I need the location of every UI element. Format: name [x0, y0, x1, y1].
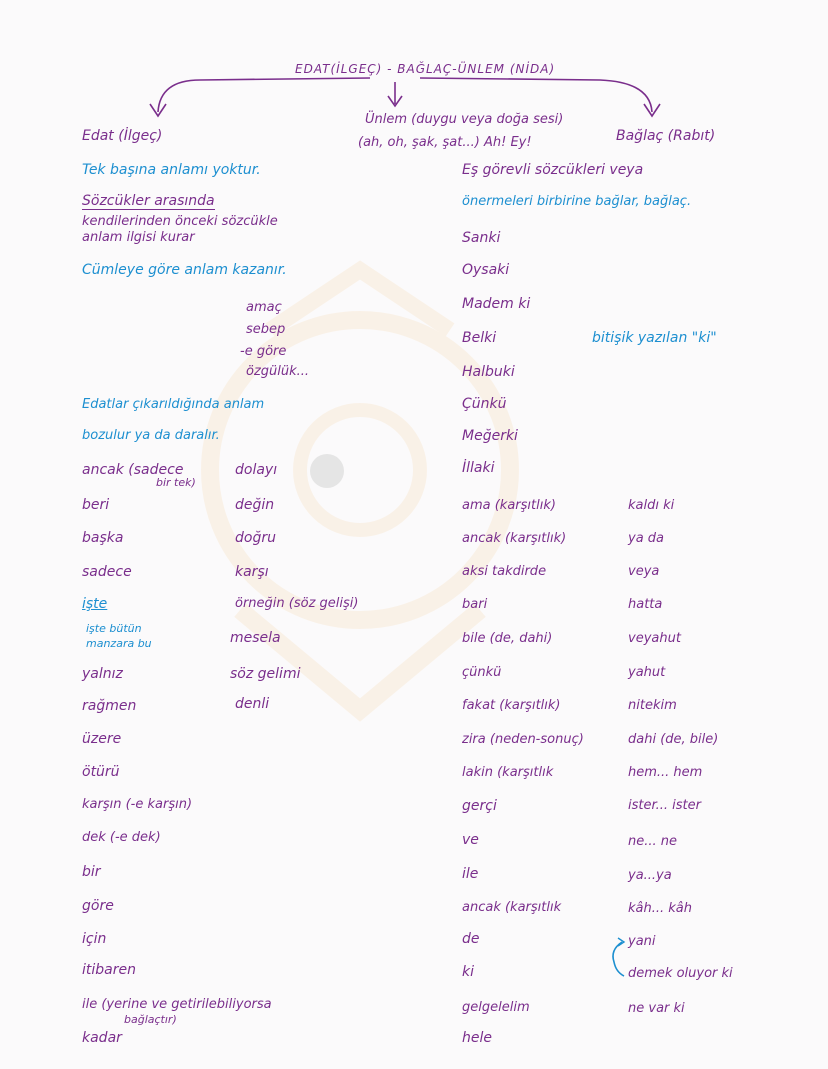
baglac-word: ancak (karşıtlık): [462, 531, 567, 546]
edat-word: dek (-e dek): [82, 830, 161, 845]
edat-word: ancak (sadece: [82, 462, 184, 478]
edat-note-1: Tek başına anlamı yoktur.: [82, 162, 261, 178]
baglac-word: ve: [462, 832, 479, 848]
edat-heading: Edat (İlgeç): [82, 128, 163, 144]
ki-word: İllaki: [462, 460, 495, 476]
edat-word: başka: [82, 530, 124, 546]
edat-word-sub: işte bütün: [86, 622, 142, 635]
edat-word: için: [82, 931, 107, 947]
baglac-word: yahut: [628, 665, 666, 680]
edat-word: ötürü: [82, 764, 120, 780]
unlem-examples: (ah, oh, şak, şat...) Ah! Ey!: [358, 135, 532, 150]
ki-word: Madem ki: [462, 296, 531, 312]
edat-word: işte: [82, 596, 108, 612]
edat-word: dolayı: [235, 462, 278, 478]
baglac-word: kaldı ki: [628, 498, 675, 513]
baglac-word: dahi (de, bile): [628, 732, 719, 747]
edat-word: rağmen: [82, 698, 137, 714]
baglac-word: fakat (karşıtlık): [462, 698, 561, 713]
yani-arrow-icon: [608, 936, 628, 982]
edat-word: mesela: [230, 630, 281, 646]
edat-word: karşı: [235, 564, 269, 580]
ki-word: Oysaki: [462, 262, 510, 278]
edat-word-sub: bir tek): [156, 476, 196, 489]
edat-note-5: Edatlar çıkarıldığında anlam: [82, 397, 265, 412]
edat-word: karşın (-e karşın): [82, 797, 193, 812]
edat-note-4: Cümleye göre anlam kazanır.: [82, 262, 287, 278]
edat-word: örneğin (söz gelişi): [235, 596, 359, 611]
baglac-word: bari: [462, 597, 488, 612]
baglac-word: lakin (karşıtlık: [462, 765, 554, 780]
baglac-word: nitekim: [628, 698, 677, 713]
edat-word: denli: [235, 696, 270, 712]
edat-word: bir: [82, 864, 101, 880]
baglac-note-2: önermeleri birbirine bağlar, bağlaç.: [462, 194, 692, 209]
baglac-word: yani: [628, 934, 656, 949]
baglac-word: gelgelelim: [462, 1000, 530, 1015]
baglac-word: ya da: [628, 531, 665, 546]
center-dot: [310, 454, 344, 488]
edat-word: değin: [235, 497, 275, 513]
edat-word: söz gelimi: [230, 666, 301, 682]
baglac-word: bile (de, dahi): [462, 631, 553, 646]
edat-word-sub: bağlaçtır): [124, 1013, 177, 1026]
edat-note-6: bozulur ya da daralır.: [82, 428, 220, 443]
baglac-word: ne... ne: [628, 834, 678, 849]
edat-note-2: Sözcükler arasında: [82, 193, 215, 209]
edat-word: sadece: [82, 564, 132, 580]
edat-word: göre: [82, 898, 114, 914]
ki-word: Belki: [462, 330, 497, 346]
baglac-word: ama (karşıtlık): [462, 498, 556, 513]
example-4: özgülük...: [246, 364, 310, 379]
baglac-word: de: [462, 931, 480, 947]
page-title: EDAT(İLGEÇ) - BAĞLAÇ-ÜNLEM (NİDA): [295, 62, 556, 76]
edat-word: doğru: [235, 530, 276, 546]
baglac-word: aksi takdirde: [462, 564, 547, 579]
ki-word: Çünkü: [462, 396, 507, 412]
baglac-word: hatta: [628, 597, 663, 612]
edat-note-3a: kendilerinden önceki sözcükle: [82, 214, 278, 229]
edat-word: itibaren: [82, 962, 136, 978]
baglac-heading: Bağlaç (Rabıt): [616, 128, 716, 144]
baglac-note-1: Eş görevli sözcükleri veya: [462, 162, 644, 178]
ki-word: Halbuki: [462, 364, 515, 380]
edat-word: üzere: [82, 731, 122, 747]
unlem-heading: Ünlem (duygu veya doğa sesi): [365, 112, 564, 127]
example-2: sebep: [246, 322, 286, 337]
baglac-word: hele: [462, 1030, 492, 1046]
ki-word: Meğerki: [462, 428, 518, 444]
baglac-word: ancak (karşıtlık: [462, 900, 562, 915]
ki-label: bitişik yazılan "ki": [592, 330, 717, 346]
baglac-word: zira (neden-sonuç): [462, 732, 584, 747]
baglac-word: gerçi: [462, 798, 497, 814]
baglac-word: ister... ister: [628, 798, 701, 813]
baglac-word: kâh... kâh: [628, 901, 692, 916]
ki-word: Sanki: [462, 230, 501, 246]
edat-note-3b: anlam ilgisi kurar: [82, 230, 195, 245]
edat-word: ile (yerine ve getirilebiliyorsa: [82, 997, 272, 1012]
example-1: amaç: [246, 300, 282, 315]
edat-word-sub: manzara bu: [86, 637, 152, 650]
baglac-word: hem... hem: [628, 765, 703, 780]
baglac-word: ki: [462, 964, 474, 980]
baglac-word: ne var ki: [628, 1001, 685, 1016]
edat-word: yalnız: [82, 666, 123, 682]
baglac-word: çünkü: [462, 665, 502, 680]
example-3: -e göre: [240, 344, 287, 359]
edat-word: kadar: [82, 1030, 122, 1046]
baglac-word: ya...ya: [628, 868, 672, 883]
baglac-word: veya: [628, 564, 660, 579]
baglac-word: demek oluyor ki: [628, 966, 733, 981]
baglac-word: ile: [462, 866, 479, 882]
edat-word: beri: [82, 497, 110, 513]
baglac-word: veyahut: [628, 631, 681, 646]
